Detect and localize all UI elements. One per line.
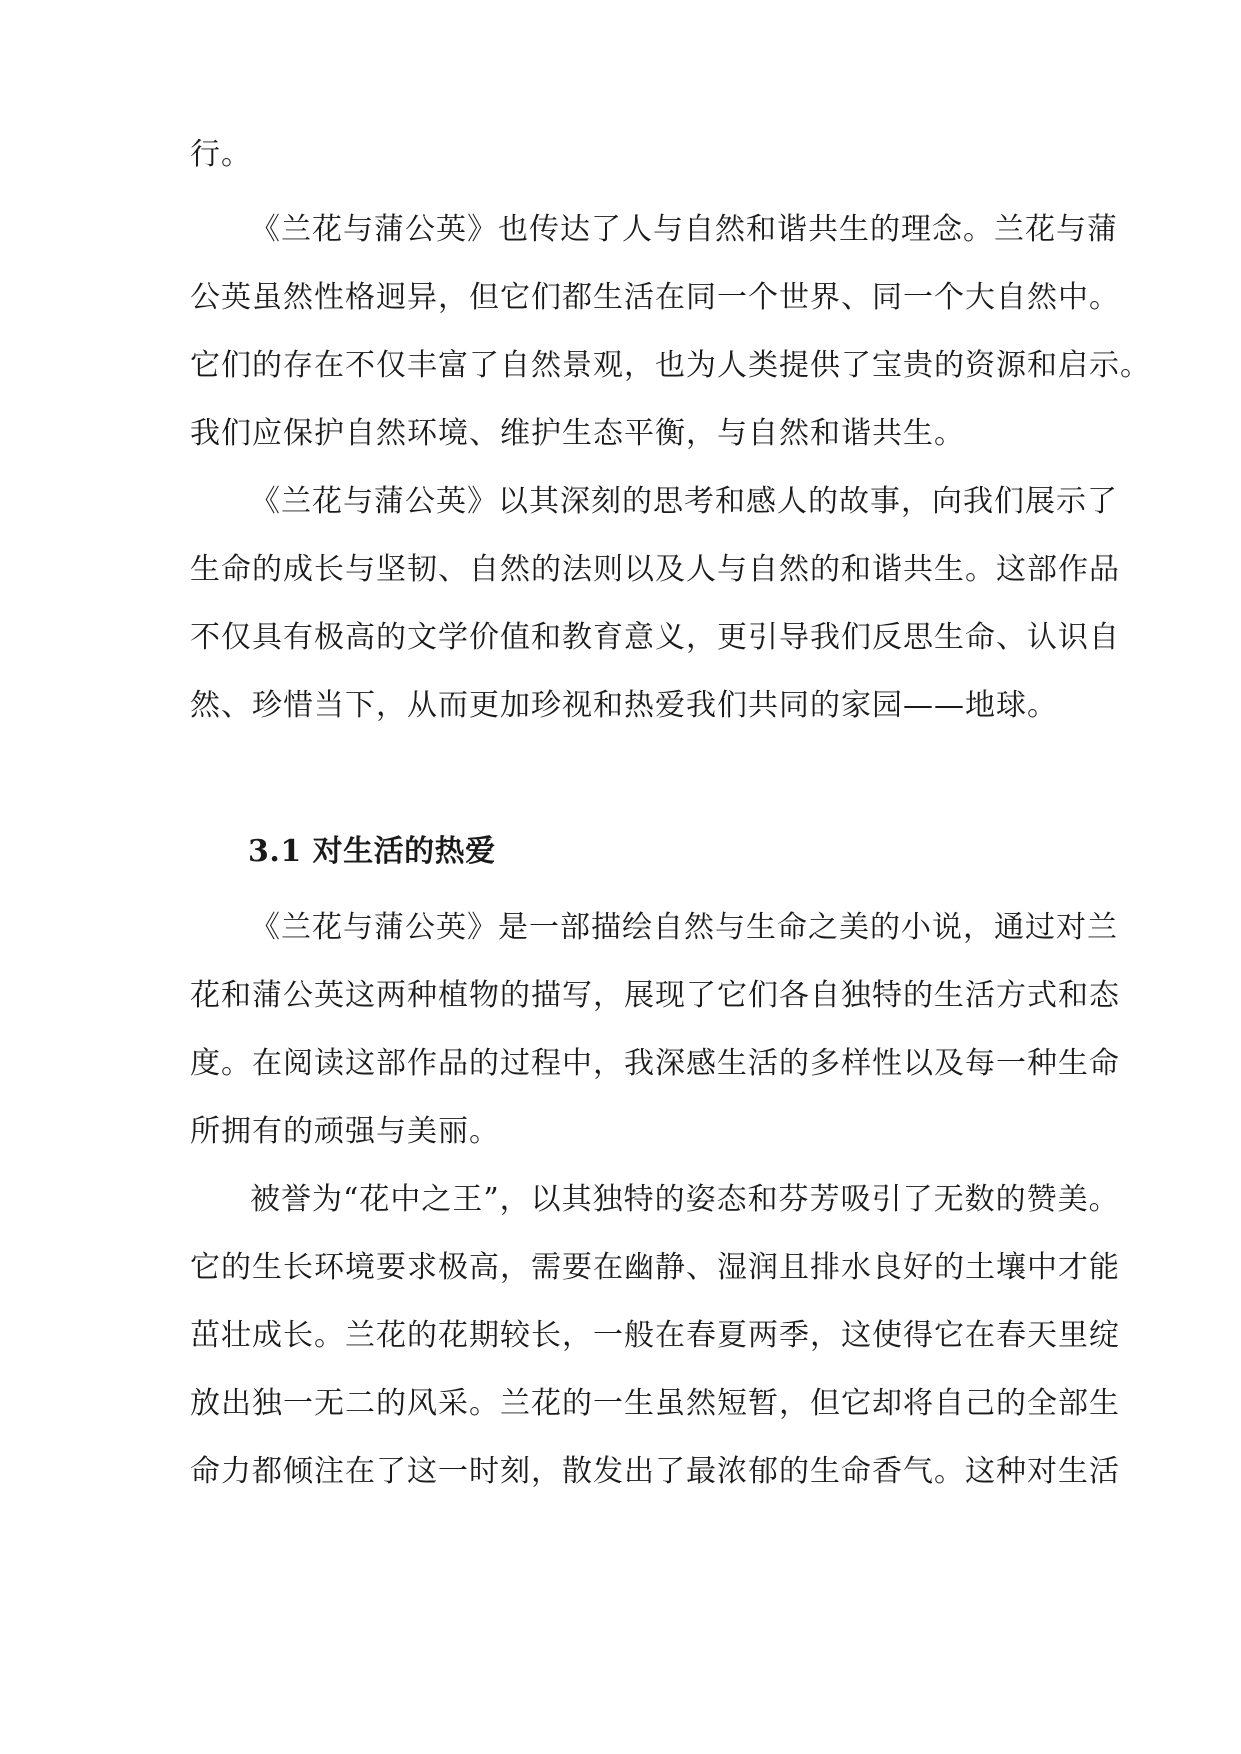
text-line: 不仅具有极高的文学价值和教育意义，更引导我们反思生命、认识自 [190,620,1120,655]
text-line: 花和蒲公英这两种植物的描写，展现了它们各自独特的生活方式和态 [190,978,1120,1013]
text-line: 它的生长环境要求极高，需要在幽静、湿润且排水良好的土壤中才能 [190,1250,1120,1285]
paragraph-first-line: 《兰花与蒲公英》是一部描绘自然与生命之美的小说，通过对兰 [250,910,1118,945]
paragraph-first-line: 《兰花与蒲公英》以其深刻的思考和感人的故事，向我们展示了 [250,484,1118,519]
text-line: 行。 [190,137,252,172]
text-line: 生命的成长与坚韧、自然的法则以及人与自然的和谐共生。这部作品 [190,552,1120,587]
section-heading: 3.1 对生活的热爱 [248,834,496,869]
text-line: 然、珍惜当下，从而更加珍视和热爱我们共同的家园——地球。 [190,688,1058,723]
paragraph-first-line: 被誉为“花中之王”，以其独特的姿态和芬芳吸引了无数的赞美。 [250,1182,1120,1217]
text-line: 度。在阅读这部作品的过程中，我深感生活的多样性以及每一种生命 [190,1046,1120,1081]
text-line: 我们应保护自然环境、维护生态平衡，与自然和谐共生。 [190,416,965,451]
text-line: 公英虽然性格迥异，但它们都生活在同一个世界、同一个大自然中。 [190,280,1120,315]
text-line: 命力都倾注在了这一时刻，散发出了最浓郁的生命香气。这种对生活 [190,1454,1120,1489]
paragraph-first-line: 《兰花与蒲公英》也传达了人与自然和谐共生的理念。兰花与蒲 [250,212,1118,247]
text-line: 它们的存在不仅丰富了自然景观，也为人类提供了宝贵的资源和启示。 [190,348,1151,383]
text-line: 茁壮成长。兰花的花期较长，一般在春夏两季，这使得它在春天里绽 [190,1318,1120,1353]
text-line: 放出独一无二的风采。兰花的一生虽然短暂，但它却将自己的全部生 [190,1386,1120,1421]
text-line: 所拥有的顽强与美丽。 [190,1114,500,1149]
